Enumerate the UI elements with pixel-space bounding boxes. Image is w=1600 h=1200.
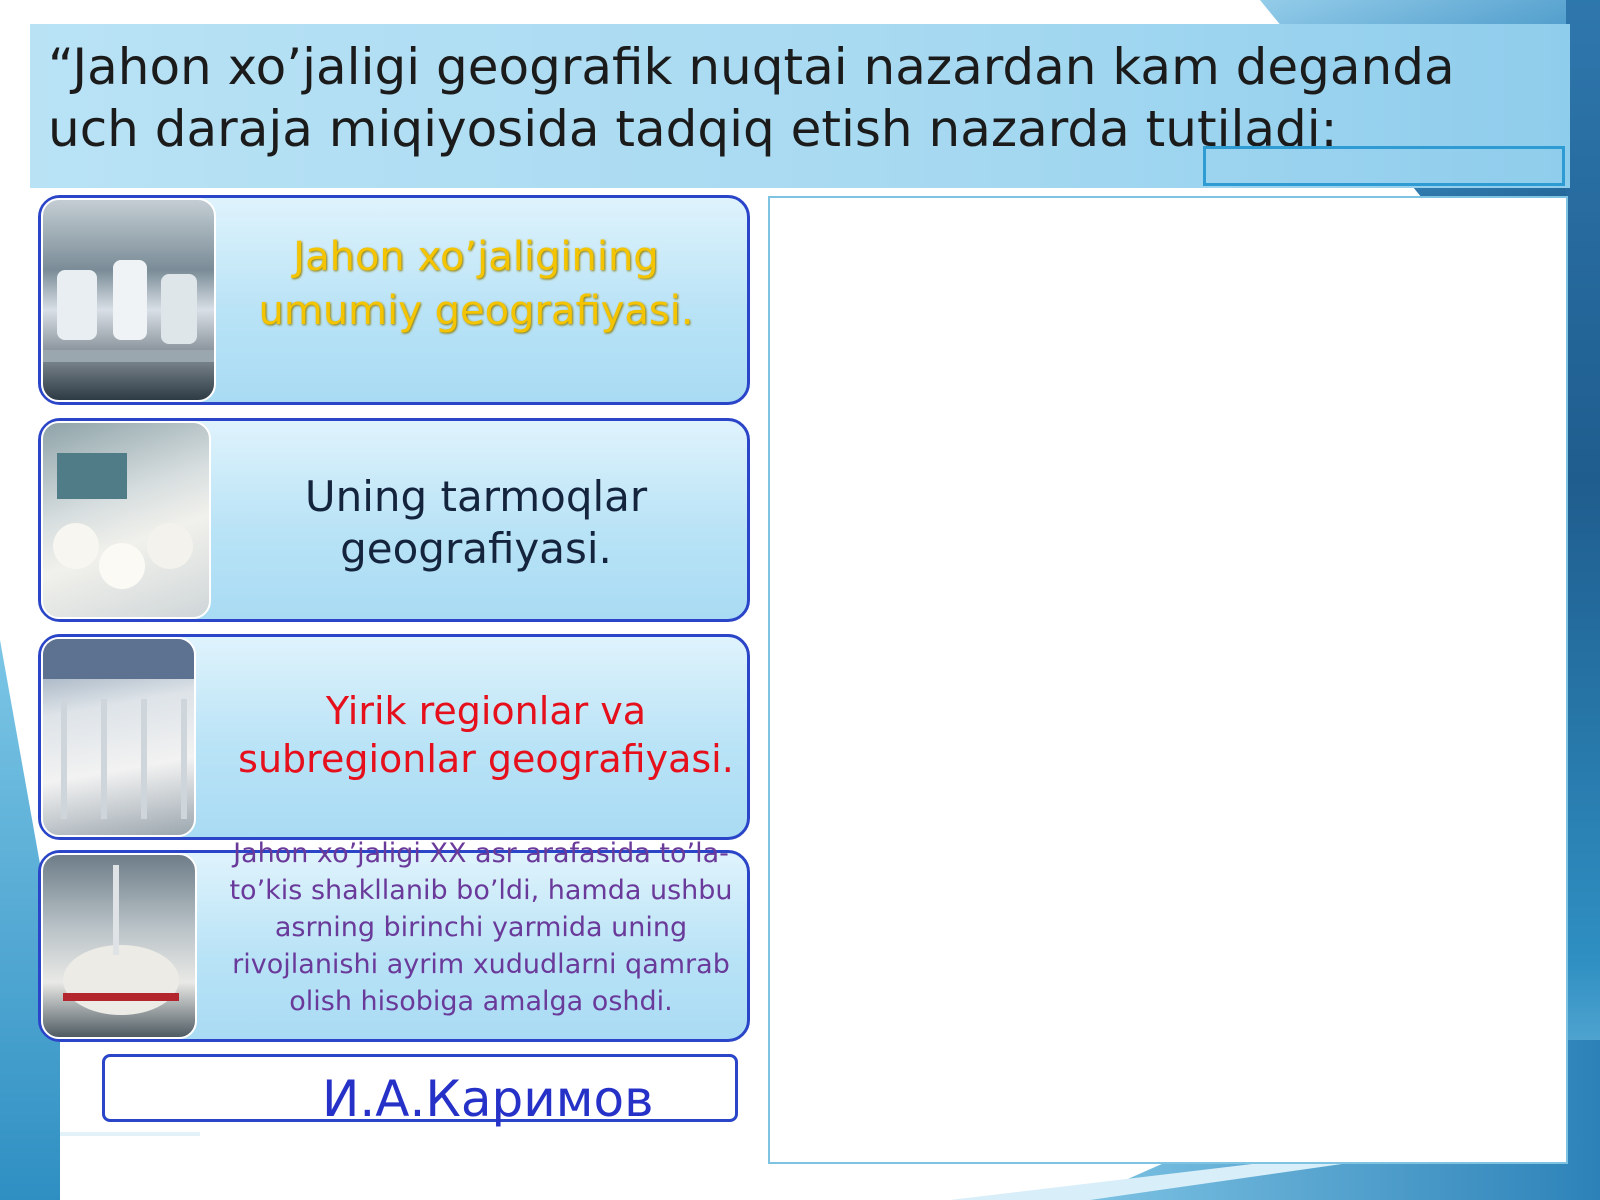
factory-workers-photo (41, 198, 216, 402)
card-branch-geography (38, 418, 750, 622)
title-decoration-box (1203, 146, 1565, 186)
card-general-geography (38, 195, 750, 405)
background-right-edge (1566, 0, 1600, 1200)
card-2-text: Uning tarmoqlar geografiyasi. (304, 472, 648, 573)
cotton-bales-photo (41, 421, 211, 619)
spinning-machines-photo (41, 637, 196, 837)
slide-title: “Jahon xo’jaligi geografik nuqtai nazardan kam deganda uch daraja miqiyosida tadqiq etish nazarda tutiladi: (48, 38, 1455, 158)
card-history-text (38, 838, 750, 1042)
yarn-machine-photo (41, 853, 197, 1039)
card-regional-geography (38, 634, 750, 840)
card-1-text: Jahon xo’jaligining umumiy geografiyasi. (258, 234, 694, 334)
content-placeholder-panel (768, 196, 1568, 1164)
card-4-text: Jahon xo’jaligi XX asr arafasida to’la-to’kis shakllanib bo’ldi, hamda ushbu asrning birinchi yarmida uning rivojlanishi ayrim xududlarni qamrab olish hisobiga amalga oshdi. (229, 838, 733, 1017)
decorative-line (60, 1132, 200, 1136)
card-3-text: Yirik regionlar va subregionlar geografiyasi. (238, 689, 734, 781)
author-name: И.А.Каримов (322, 1070, 654, 1128)
